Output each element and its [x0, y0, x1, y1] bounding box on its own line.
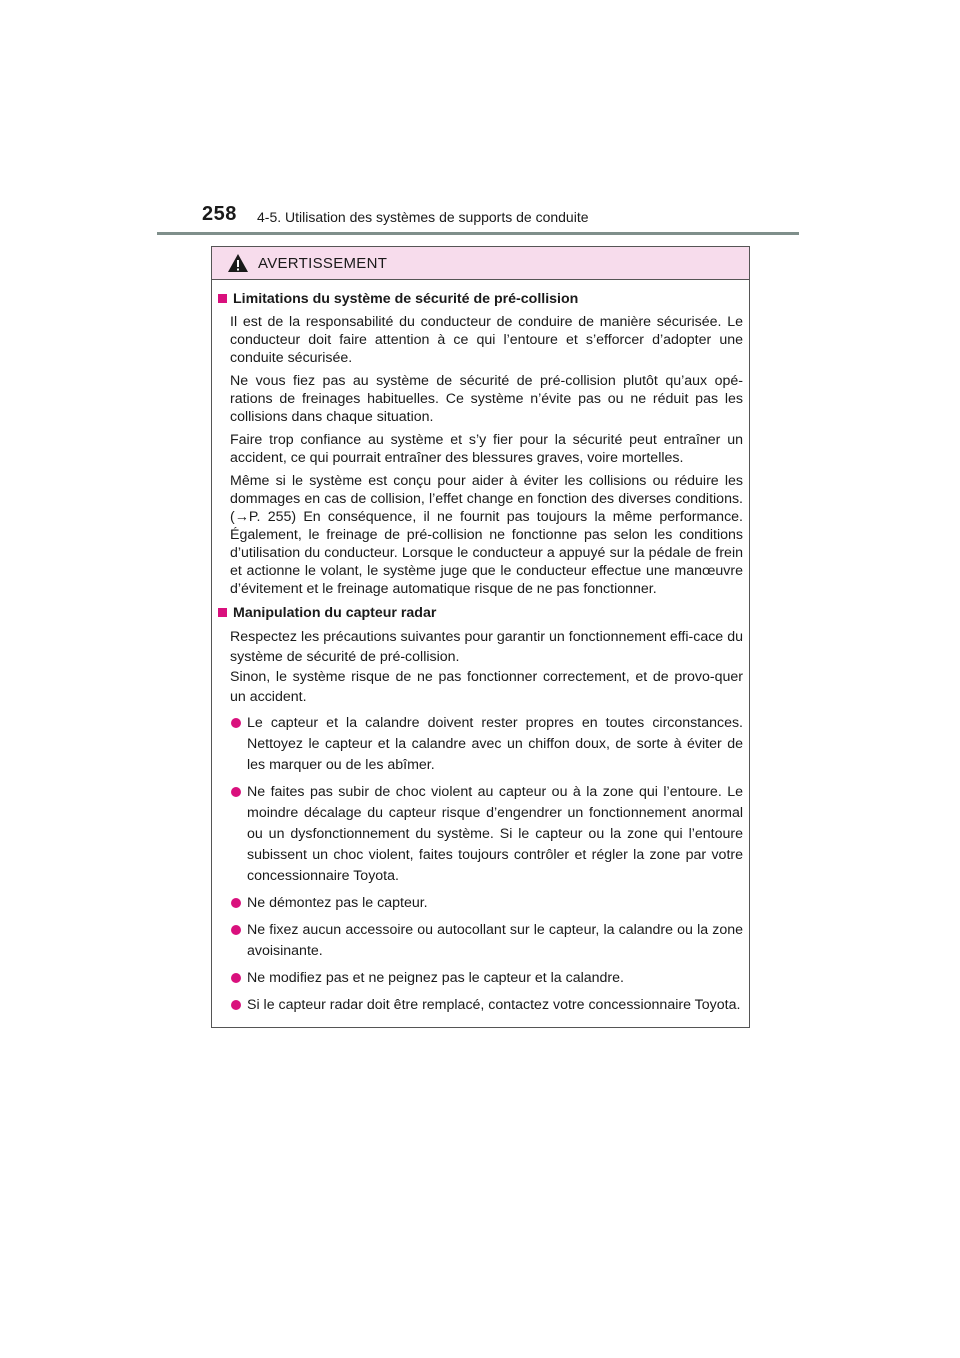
warning-box — [211, 246, 750, 1028]
header-divider — [157, 232, 799, 235]
list-item — [218, 713, 743, 776]
list-item-text: Si le capteur radar doit être remplacé, contactez votre concessionnaire Toyota. — [247, 997, 741, 1013]
list-item-text: Ne fixez aucun accessoire ou autocollant sur le capteur, la calandre ou la zone avoisinante. — [247, 922, 743, 959]
page-number: 258 — [202, 203, 237, 225]
paragraph: Il est de la responsabilité du conducteur de conduire de manière sécurisée. Le conducteur doit faire attention à ce qui l’entoure et s’efforcer d’adopter une conduite sécurisée. — [230, 314, 743, 366]
paragraph: Même si le système est conçu pour aider à éviter les collisions ou réduire les dommages en cas de collision, l’effet change en fonction des diverses conditions. (→P. 255) En conséquence, il ne fournit pas toujours la même performance. Également, le freinage de pré-collision ne fonctionne pas selon les conditions d’utilisation du conducteur. Lorsque le conducteur a appuyé sur la pédale de frein et actionne le volant, le système juge que le conducteur effectue une manœuvre d’évitement et le freinage automatique risque de ne pas fonctionner. — [230, 473, 743, 597]
bullet-dot-icon — [231, 1000, 241, 1010]
warning-body — [212, 280, 749, 1016]
bullet-dot-icon — [231, 973, 241, 983]
section-heading — [218, 290, 743, 308]
bullet-dot-icon — [231, 718, 241, 728]
bullet-dot-icon — [231, 898, 241, 908]
paragraph: Ne vous fiez pas au système de sécurité de pré-collision plutôt qu’aux opé-rations de freinages habituelles. Ce système n’évite pas ou ne réduit pas les collisions dans chaque situation. — [230, 373, 743, 425]
section-title: 4-5. Utilisation des systèmes de supports de conduite — [257, 209, 589, 225]
bullet-dot-icon — [231, 787, 241, 797]
paragraph: Respectez les précautions suivantes pour garantir un fonctionnement effi-cace du système de sécurité de pré-collision. — [230, 629, 743, 665]
list-item — [218, 893, 743, 914]
list-item — [218, 968, 743, 989]
square-bullet-icon — [218, 608, 227, 617]
list-item-text: Ne faites pas subir de choc violent au capteur ou à la zone qui l’entoure. Le moindre décalage du capteur risque d’engendrer un fonctionnement anormal ou un dysfonctionnement du système. Si le capteur ou la zone qui l’entoure subissent un choc violent, faites toujours contrôler et régler la zone par votre concessionnaire Toyota. — [247, 784, 743, 884]
square-bullet-icon — [218, 294, 227, 303]
warning-header — [212, 247, 749, 280]
list-item — [218, 782, 743, 887]
warning-title: AVERTISSEMENT — [258, 254, 388, 272]
list-item-text: Le capteur et la calandre doivent rester propres en toutes circonstances. Nettoyez le capteur et la calandre avec un chiffon doux, de sorte à éviter de les marquer ou de les abîmer. — [247, 715, 743, 773]
paragraph: Sinon, le système risque de ne pas fonctionner correctement, et de provo-quer un accident. — [230, 669, 743, 705]
heading-text: Manipulation du capteur radar — [233, 605, 437, 621]
warning-triangle-icon — [227, 253, 249, 273]
section-heading — [218, 604, 743, 622]
list-item — [218, 920, 743, 962]
list-item-text: Ne démontez pas le capteur. — [247, 895, 428, 911]
paragraph: Faire trop confiance au système et s’y fier pour la sécurité peut entraîner un accident, ce qui pourrait entraîner des blessures graves, voire mortelles. — [230, 432, 743, 466]
list-item-text: Ne modifiez pas et ne peignez pas le capteur et la calandre. — [247, 970, 624, 986]
bullet-dot-icon — [231, 925, 241, 935]
list-item — [218, 995, 743, 1016]
heading-text: Limitations du système de sécurité de pré-collision — [233, 291, 579, 307]
